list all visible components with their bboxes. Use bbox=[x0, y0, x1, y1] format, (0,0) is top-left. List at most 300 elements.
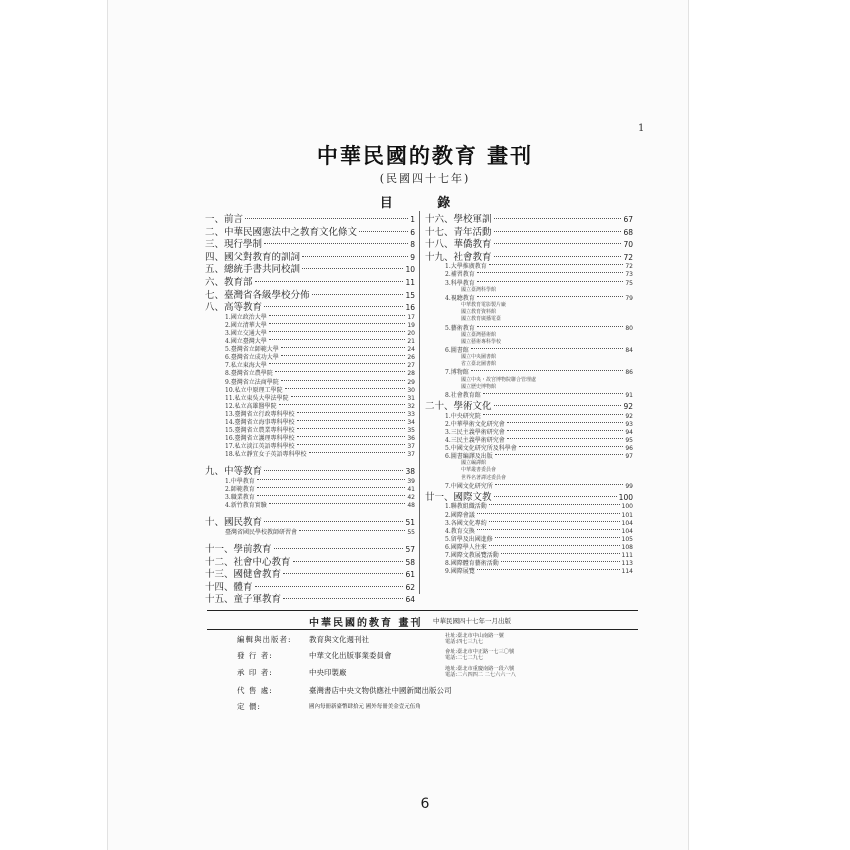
toc-dot-leader bbox=[257, 495, 406, 496]
toc-entry-title: 二、中華民國憲法中之教育文化條文 bbox=[205, 226, 358, 238]
toc-entry-title: 3.科學教育 bbox=[445, 279, 475, 287]
toc-entry-title: 2.補習教育 bbox=[445, 271, 475, 279]
toc-dot-leader bbox=[471, 348, 624, 349]
toc-subentry bbox=[425, 558, 633, 566]
toc-entry-page: 93 bbox=[625, 420, 633, 428]
toc-entry-page: 64 bbox=[405, 595, 415, 605]
page-number: 6 bbox=[420, 796, 430, 812]
toc-entry-page: 80 bbox=[625, 324, 633, 332]
toc-entry-title: 5.臺灣省立師範大學 bbox=[225, 346, 279, 354]
toc-dot-leader bbox=[494, 256, 622, 257]
toc-entry-page: 55 bbox=[407, 529, 415, 536]
toc-dot-leader bbox=[477, 281, 624, 282]
toc-note-entry bbox=[425, 338, 633, 345]
toc-entry-title: 省立臺北圖書館 bbox=[461, 361, 497, 368]
toc-left-column bbox=[205, 211, 415, 604]
toc-subentry bbox=[205, 500, 415, 508]
toc-dot-leader bbox=[302, 268, 403, 269]
toc-entry-title: 一、前言 bbox=[205, 214, 244, 225]
toc-right-column bbox=[425, 211, 633, 574]
toc-dot-leader bbox=[279, 404, 406, 405]
toc-entry-page: 6 bbox=[410, 227, 415, 237]
toc-subentry bbox=[205, 320, 415, 328]
toc-entry-page: 99 bbox=[625, 482, 633, 490]
toc-entry-page: 72 bbox=[623, 252, 633, 262]
toc-subentry bbox=[425, 435, 633, 443]
toc-entry-title: 國立臺灣藝術館 bbox=[461, 331, 497, 338]
toc-entry-page: 17 bbox=[407, 313, 415, 321]
toc-dot-leader bbox=[471, 370, 624, 371]
toc-entry-title: 8.臺灣省立農學院 bbox=[225, 370, 273, 378]
toc-chapter-entry bbox=[205, 287, 415, 300]
toc-entry-title: 二十、學術文化 bbox=[425, 401, 492, 412]
toc-entry-page: 100 bbox=[621, 503, 633, 511]
toc-dot-leader bbox=[494, 218, 622, 219]
toc-subentry bbox=[425, 550, 633, 558]
colophon-distributor-row bbox=[237, 683, 637, 697]
toc-subentry bbox=[205, 492, 415, 500]
toc-subentry bbox=[205, 433, 415, 441]
toc-dot-leader bbox=[312, 294, 404, 295]
toc-dot-leader bbox=[477, 569, 620, 570]
corner-page-number: 1 bbox=[638, 123, 645, 134]
toc-entry-title: 1.聯教組織活動 bbox=[445, 503, 487, 511]
toc-entry-page: 31 bbox=[407, 394, 415, 402]
toc-entry-title: 國立教育資料館 bbox=[461, 309, 497, 316]
toc-chapter-entry bbox=[205, 579, 415, 592]
toc-entry-page: 32 bbox=[407, 402, 415, 410]
toc-entry-title: 十一、學前教育 bbox=[205, 544, 272, 556]
toc-entry-page: 101 bbox=[621, 511, 633, 519]
toc-entry-page: 114 bbox=[621, 568, 633, 576]
toc-dot-leader bbox=[495, 537, 620, 538]
toc-subentry bbox=[425, 411, 633, 419]
toc-chapter-entry bbox=[425, 224, 633, 237]
toc-entry-title: 3.職業教育 bbox=[225, 494, 255, 502]
toc-subentry bbox=[205, 409, 415, 417]
colophon-label: 代 售 處: bbox=[237, 685, 273, 695]
toc-entry-page: 113 bbox=[621, 560, 633, 568]
toc-dot-leader bbox=[264, 243, 408, 244]
toc-subentry bbox=[425, 451, 633, 459]
toc-entry-title: 4.視聽教育 bbox=[445, 294, 475, 302]
toc-dot-leader bbox=[477, 513, 620, 514]
toc-entry-page: 105 bbox=[621, 535, 633, 543]
toc-entry-title: 11.私立東吳大學法學院 bbox=[225, 394, 289, 402]
toc-dot-leader bbox=[283, 573, 403, 574]
toc-dot-leader bbox=[489, 545, 620, 546]
toc-entry-page: 35 bbox=[407, 427, 415, 435]
toc-entry-title: 世界名著譯述委員會 bbox=[461, 474, 507, 481]
toc-entry-title: 國立臺灣科學館 bbox=[461, 286, 497, 293]
toc-dot-leader bbox=[255, 586, 404, 587]
toc-entry-title: 2.國立清華大學 bbox=[225, 321, 267, 329]
toc-entry-page: 73 bbox=[625, 271, 633, 279]
toc-dot-leader bbox=[281, 347, 406, 348]
toc-entry-title: 9.臺灣省立法商學院 bbox=[225, 378, 279, 386]
toc-subentry bbox=[425, 278, 633, 286]
toc-subentry bbox=[425, 367, 633, 375]
toc-entry-title: 3.各國文化專約 bbox=[445, 519, 487, 527]
toc-dot-leader bbox=[274, 548, 404, 549]
toc-dot-leader bbox=[477, 529, 620, 530]
toc-dot-leader bbox=[507, 422, 624, 423]
toc-entry-title: 十五、童子軍教育 bbox=[205, 594, 282, 606]
toc-subentry bbox=[425, 534, 633, 542]
toc-entry-title: 16.臺灣省立護理專科學校 bbox=[225, 435, 295, 443]
colophon-address: 會址:臺北市中正路一七三〇號 電話:二七二九七 bbox=[445, 649, 515, 661]
toc-entry-title: 14.臺灣省立海事專科學校 bbox=[225, 418, 295, 426]
toc-subentry bbox=[205, 336, 415, 344]
toc-entry-title: 十九、社會教育 bbox=[425, 251, 492, 263]
toc-subentry bbox=[425, 345, 633, 353]
toc-dot-leader bbox=[297, 420, 406, 421]
toc-entry-page: 95 bbox=[625, 436, 633, 444]
toc-note-entry bbox=[425, 286, 633, 293]
toc-entry-page: 67 bbox=[623, 215, 633, 224]
toc-chapter-entry bbox=[205, 591, 415, 604]
toc-entry-page: 86 bbox=[625, 369, 633, 377]
toc-chapter-entry bbox=[205, 299, 415, 312]
toc-entry-title: 2.國際會議 bbox=[445, 511, 475, 519]
toc-chapter-entry bbox=[205, 514, 415, 527]
toc-entry-title: 10.私立中原理工學院 bbox=[225, 386, 283, 394]
toc-note-entry bbox=[425, 308, 633, 315]
toc-chapter-entry bbox=[425, 489, 633, 502]
toc-entry-title: 4.三民主義學術研究會 bbox=[445, 436, 505, 444]
toc-entry-title: 7.國際文教展覽活動 bbox=[445, 551, 499, 559]
distributor-name: 中國新聞出版公司 bbox=[391, 685, 452, 695]
toc-dot-leader bbox=[297, 436, 406, 437]
toc-subentry bbox=[205, 484, 415, 492]
toc-entry-page: 70 bbox=[623, 240, 633, 250]
toc-entry-page: 94 bbox=[625, 428, 633, 436]
toc-entry-page: 48 bbox=[407, 502, 415, 510]
toc-entry-page: 100 bbox=[618, 492, 633, 502]
toc-entry-title: 5.中國文化研究所及科學會 bbox=[445, 444, 517, 452]
toc-subentry bbox=[425, 510, 633, 518]
toc-chapter-entry bbox=[425, 236, 633, 249]
toc-subentry bbox=[425, 518, 633, 526]
colophon-label: 發 行 者: bbox=[237, 650, 273, 660]
toc-dot-leader bbox=[494, 405, 622, 406]
toc-subentry bbox=[425, 390, 633, 398]
toc-entry-page: 38 bbox=[405, 467, 415, 477]
toc-subentry bbox=[205, 377, 415, 385]
toc-subentry bbox=[205, 360, 415, 368]
toc-note-entry bbox=[425, 383, 633, 390]
toc-entry-page: 33 bbox=[407, 410, 415, 418]
toc-subentry bbox=[425, 481, 633, 489]
toc-chapter-entry bbox=[205, 224, 415, 237]
toc-entry-page: 92 bbox=[625, 412, 633, 420]
toc-entry-page: 27 bbox=[407, 362, 415, 370]
toc-dot-leader bbox=[281, 380, 406, 381]
toc-dot-leader bbox=[297, 428, 406, 429]
toc-entry-page: 75 bbox=[625, 279, 633, 287]
toc-entry-page: 58 bbox=[405, 557, 415, 567]
toc-entry-title: 臺灣省國民學校教師研習會 bbox=[225, 529, 298, 536]
toc-note-entry bbox=[425, 360, 633, 367]
toc-chapter-entry bbox=[205, 236, 415, 249]
toc-entry-title: 5.留學及出國進修 bbox=[445, 535, 493, 543]
toc-dot-leader bbox=[269, 363, 406, 364]
toc-entry-title: 2.中華學術文化研究會 bbox=[445, 420, 505, 428]
toc-entry-page: 62 bbox=[405, 582, 415, 592]
toc-entry-title: 十四、體育 bbox=[205, 581, 253, 593]
toc-entry-title: 廿一、國際文教 bbox=[425, 491, 492, 503]
toc-entry-title: 四、國父對教育的訓詞 bbox=[205, 251, 301, 263]
toc-entry-page: 36 bbox=[407, 435, 415, 443]
colophon-name: 教育與文化週刊社 bbox=[309, 634, 369, 644]
toc-entry-title: 6.圖書館 bbox=[445, 346, 469, 354]
toc-dot-leader bbox=[309, 452, 406, 453]
toc-entry-page: 10 bbox=[405, 265, 415, 275]
toc-entry-page: 9 bbox=[410, 252, 415, 262]
colophon-label: 編輯與出版者: bbox=[237, 634, 292, 644]
toc-dot-leader bbox=[297, 412, 406, 413]
toc-chapter-entry bbox=[205, 541, 415, 554]
colophon-name: 中華文化出版事業委員會 bbox=[309, 650, 392, 660]
toc-entry-title: 國立藝術專科學校 bbox=[461, 338, 502, 345]
toc-entry-title: 8.國際體育藝術活動 bbox=[445, 560, 499, 568]
toc-entry-page: 104 bbox=[621, 519, 633, 527]
toc-entry-page: 42 bbox=[407, 494, 415, 502]
toc-entry-title: 十六、學校軍訓 bbox=[425, 214, 492, 225]
toc-dot-leader bbox=[257, 487, 406, 488]
price-text: 國內每冊新臺幣肆拾元 國外每冊美金壹元伍角 bbox=[309, 704, 421, 710]
toc-entry-page: 19 bbox=[407, 321, 415, 329]
toc-note-entry bbox=[425, 301, 633, 308]
toc-subentry bbox=[205, 393, 415, 401]
toc-subentry bbox=[425, 269, 633, 277]
toc-entry-title: 1.大學推廣教育 bbox=[445, 263, 487, 271]
toc-chapter-entry bbox=[425, 249, 633, 262]
toc-dot-leader bbox=[489, 504, 620, 505]
toc-dot-leader bbox=[495, 484, 624, 485]
toc-note-entry bbox=[425, 474, 633, 481]
toc-dot-leader bbox=[297, 444, 406, 445]
toc-dot-leader bbox=[494, 496, 617, 497]
toc-entry-page: 92 bbox=[623, 402, 633, 411]
toc-note-entry bbox=[425, 466, 633, 473]
toc-subentry bbox=[425, 261, 633, 269]
toc-entry-title: 3.國立交通大學 bbox=[225, 329, 267, 337]
toc-entry-title: 五、總統手書共同校訓 bbox=[205, 264, 301, 276]
toc-entry-page: 84 bbox=[625, 346, 633, 354]
document-subtitle: (民國四十七年) bbox=[379, 172, 471, 185]
toc-entry-page: 111 bbox=[621, 551, 633, 559]
toc-dot-leader bbox=[264, 306, 403, 307]
toc-dot-leader bbox=[291, 396, 406, 397]
toc-subentry bbox=[425, 427, 633, 435]
toc-entry-title: 十三、國健會教育 bbox=[205, 569, 282, 581]
toc-subentry bbox=[425, 419, 633, 427]
toc-entry-page: 41 bbox=[407, 486, 415, 494]
toc-entry-title: 九、中等教育 bbox=[205, 466, 263, 478]
toc-chapter-entry bbox=[205, 554, 415, 567]
toc-entry-page: 39 bbox=[407, 478, 415, 486]
colophon-label: 定 價: bbox=[237, 701, 261, 711]
toc-subentry bbox=[205, 527, 415, 535]
toc-subentry bbox=[205, 352, 415, 360]
toc-entry-title: 國立歷史博物館 bbox=[461, 383, 497, 390]
colophon-printer-row bbox=[237, 665, 637, 679]
toc-entry-title: 六、教育部 bbox=[205, 276, 253, 288]
toc-subentry bbox=[205, 476, 415, 484]
toc-subentry bbox=[205, 425, 415, 433]
toc-entry-page: 61 bbox=[405, 570, 415, 580]
toc-entry-page: 96 bbox=[625, 444, 633, 452]
colophon-top-rule bbox=[207, 610, 638, 611]
toc-entry-title: 十、國民教育 bbox=[205, 517, 263, 529]
toc-dot-leader bbox=[257, 479, 406, 480]
colophon-title: 中華民國的教育 畫刊 bbox=[309, 618, 423, 629]
toc-entry-page: 16 bbox=[405, 303, 415, 313]
toc-dot-leader bbox=[269, 503, 406, 504]
toc-subentry bbox=[425, 293, 633, 301]
toc-entry-page: 108 bbox=[621, 543, 633, 551]
toc-dot-leader bbox=[477, 272, 624, 273]
toc-subentry bbox=[425, 323, 633, 331]
toc-dot-leader bbox=[302, 256, 408, 257]
toc-entry-title: 6.圖書編譯及出版 bbox=[445, 453, 493, 461]
toc-subentry bbox=[205, 368, 415, 376]
toc-subentry bbox=[205, 417, 415, 425]
toc-entry-title: 1.中央研究院 bbox=[445, 412, 481, 420]
toc-dot-leader bbox=[359, 231, 408, 232]
toc-entry-page: 1 bbox=[410, 215, 415, 224]
toc-entry-page: 91 bbox=[625, 391, 633, 399]
toc-dot-leader bbox=[293, 561, 404, 562]
toc-subentry bbox=[425, 443, 633, 451]
toc-chapter-entry bbox=[205, 261, 415, 274]
toc-subentry bbox=[205, 385, 415, 393]
toc-entry-title: 4.新竹教育實驗 bbox=[225, 502, 267, 510]
toc-entry-page: 21 bbox=[407, 338, 415, 346]
distributor-name: 中央文物供應社 bbox=[339, 685, 392, 695]
toc-entry-title: 2.師範教育 bbox=[225, 486, 255, 494]
toc-entry-title: 國立教育廣播電臺 bbox=[461, 316, 502, 323]
toc-dot-leader bbox=[477, 296, 624, 297]
toc-entry-title: 三、現行學制 bbox=[205, 239, 263, 251]
toc-chapter-entry bbox=[425, 398, 633, 411]
toc-dot-leader bbox=[494, 231, 622, 232]
toc-entry-title: 中華叢書委員會 bbox=[461, 467, 497, 474]
toc-entry-page: 26 bbox=[407, 354, 415, 362]
toc-dot-leader bbox=[501, 553, 620, 554]
colophon-name: 中央印製廠 bbox=[309, 667, 347, 677]
toc-entry-page: 29 bbox=[407, 378, 415, 386]
toc-dot-leader bbox=[483, 414, 624, 415]
colophon-date: 中華民國四十七年一月出版 bbox=[433, 617, 511, 625]
toc-dot-leader bbox=[507, 438, 624, 439]
toc-entry-title: 9.國際展覽 bbox=[445, 568, 475, 576]
toc-chapter-entry bbox=[205, 274, 415, 287]
toc-entry-page: 72 bbox=[625, 263, 633, 271]
colophon-publisher-row bbox=[237, 648, 637, 662]
toc-dot-leader bbox=[501, 561, 620, 562]
toc-dot-leader bbox=[477, 326, 624, 327]
toc-heading: 目 錄 bbox=[379, 196, 471, 211]
toc-entry-title: 12.私立高雄醫學院 bbox=[225, 402, 277, 410]
colophon-address: 社址:臺北市中山南路一號 電話:四七三九七 bbox=[445, 633, 504, 645]
toc-subentry bbox=[425, 501, 633, 509]
toc-dot-leader bbox=[269, 331, 406, 332]
toc-entry-title: 7.中國文化研究所 bbox=[445, 482, 493, 490]
toc-entry-title: 國立中央圖書館 bbox=[461, 354, 497, 361]
toc-entry-title: 17.私立淡江英語專科學校 bbox=[225, 443, 295, 451]
toc-entry-title: 國立編譯館 bbox=[461, 460, 487, 467]
toc-entry-page: 79 bbox=[625, 294, 633, 302]
toc-entry-title: 中華教育電影製片廠 bbox=[461, 301, 507, 308]
toc-dot-leader bbox=[494, 243, 622, 244]
toc-entry-title: 1.中學教育 bbox=[225, 478, 255, 486]
toc-dot-leader bbox=[281, 355, 406, 356]
toc-entry-page: 51 bbox=[405, 518, 415, 528]
toc-entry-title: 七、臺灣省各級學校分佈 bbox=[205, 289, 310, 301]
toc-entry-page: 28 bbox=[407, 370, 415, 378]
toc-subentry bbox=[425, 566, 633, 574]
toc-entry-title: 7.私立東海大學 bbox=[225, 362, 267, 370]
toc-entry-title: 八、高等教育 bbox=[205, 302, 263, 314]
toc-subentry bbox=[205, 441, 415, 449]
toc-entry-title: 7.博物館 bbox=[445, 369, 469, 377]
toc-dot-leader bbox=[264, 470, 403, 471]
toc-dot-leader bbox=[269, 323, 406, 324]
toc-dot-leader bbox=[507, 430, 624, 431]
toc-dot-leader bbox=[245, 218, 408, 219]
toc-entry-page: 24 bbox=[407, 346, 415, 354]
toc-dot-leader bbox=[489, 521, 620, 522]
toc-entry-page: 37 bbox=[407, 443, 415, 451]
toc-entry-title: 十八、華僑教育 bbox=[425, 239, 492, 251]
toc-note-entry bbox=[425, 353, 633, 360]
colophon-editor-row bbox=[237, 632, 637, 646]
toc-chapter-entry bbox=[425, 211, 633, 224]
colophon-address: 地址:臺北市重慶南路一段六號 電話:二六四四二 二七六六一八 bbox=[445, 666, 516, 678]
toc-subentry bbox=[205, 344, 415, 352]
toc-entry-title: 國立中央・故宮博物院聯合管理處 bbox=[461, 376, 537, 383]
toc-dot-leader bbox=[519, 446, 624, 447]
toc-entry-page: 11 bbox=[405, 277, 415, 287]
toc-dot-leader bbox=[483, 393, 624, 394]
toc-entry-title: 8.社會教育館 bbox=[445, 391, 481, 399]
toc-chapter-entry bbox=[205, 463, 415, 476]
colophon-divider bbox=[207, 629, 638, 630]
distributor-name: 臺灣書店 bbox=[309, 685, 339, 695]
toc-dot-leader bbox=[275, 371, 406, 372]
toc-entry-page: 20 bbox=[407, 329, 415, 337]
toc-subentry bbox=[205, 449, 415, 457]
toc-entry-title: 13.臺灣省立行政專科學校 bbox=[225, 410, 295, 418]
toc-dot-leader bbox=[255, 281, 404, 282]
toc-entry-page: 37 bbox=[407, 451, 415, 459]
toc-subentry bbox=[205, 328, 415, 336]
toc-chapter-entry bbox=[205, 249, 415, 262]
toc-entry-page: 104 bbox=[621, 527, 633, 535]
toc-dot-leader bbox=[299, 530, 405, 531]
toc-dot-leader bbox=[269, 315, 406, 316]
toc-entry-page: 15 bbox=[405, 290, 415, 300]
toc-dot-leader bbox=[285, 388, 406, 389]
colophon-label: 承 印 者: bbox=[237, 667, 273, 677]
toc-entry-page: 68 bbox=[623, 227, 633, 237]
toc-dot-leader bbox=[489, 264, 624, 265]
toc-subentry bbox=[425, 526, 633, 534]
document-title: 中華民國的教育 畫刊 bbox=[316, 143, 534, 168]
toc-note-entry bbox=[425, 331, 633, 338]
